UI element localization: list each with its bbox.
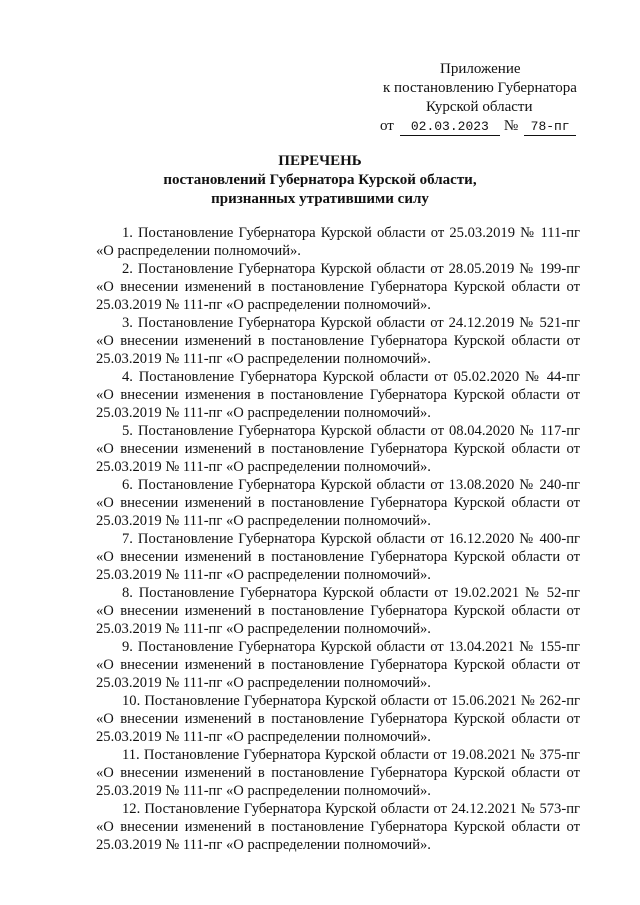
- list-item: 4. Постановление Губернатора Курской области от 05.02.2020 № 44-пг «О внесении изменения в постановление Губернатора Курской области от 25.03.2019 № 111-пг «О распределении полномочий».: [96, 369, 580, 421]
- list-item: 3. Постановление Губернатора Курской области от 24.12.2019 № 521-пг «О внесении изменений в постановление Губернатора Курской области от 25.03.2019 № 111-пг «О распределении полномочий».: [96, 315, 580, 367]
- annex-region: Курской области: [426, 99, 533, 115]
- list-item: 9. Постановление Губернатора Курской области от 13.04.2021 № 155-пг «О внесении изменений в постановление Губернатора Курской области от 25.03.2019 № 111-пг «О распределении полномочий».: [96, 639, 580, 691]
- list-item: 5. Постановление Губернатора Курской области от 08.04.2020 № 117-пг «О внесении изменений в постановление Губернатора Курской области от 25.03.2019 № 111-пг «О распределении полномочий».: [96, 423, 580, 475]
- list-item: 1. Постановление Губернатора Курской области от 25.03.2019 № 111-пг «О распределении полномочий».: [96, 225, 580, 259]
- annex-number-label: №: [503, 118, 519, 134]
- list-item: 7. Постановление Губернатора Курской области от 16.12.2020 № 400-пг «О внесении изменений в постановление Губернатора Курской области от 25.03.2019 № 111-пг «О распределении полномочий».: [96, 531, 580, 583]
- document-subtitle-line1: постановлений Губернатора Курской области,: [163, 172, 477, 188]
- document-subtitle-line2: признанных утратившими силу: [211, 191, 429, 207]
- annex-from-label: от: [380, 118, 394, 134]
- list-item: 12. Постановление Губернатора Курской области от 24.12.2021 № 573-пг «О внесении изменений в постановление Губернатора Курской области от 25.03.2019 № 111-пг «О распределении полномочий».: [96, 801, 580, 853]
- list-item: 8. Постановление Губернатора Курской области от 19.02.2021 № 52-пг «О внесении изменений в постановление Губернатора Курской области от 25.03.2019 № 111-пг «О распределении полномочий».: [96, 585, 580, 637]
- annex-block: [380, 60, 590, 136]
- annex-number: 78-пг: [524, 119, 576, 136]
- annex-title: Приложение: [440, 61, 521, 77]
- annex-date-number: [380, 117, 590, 136]
- annex-reference: к постановлению Губернатора: [383, 80, 577, 96]
- list-item: 10. Постановление Губернатора Курской области от 15.06.2021 № 262-пг «О внесении изменений в постановление Губернатора Курской области от 25.03.2019 № 111-пг «О распределении полномочий».: [96, 693, 580, 745]
- resolution-list: [96, 224, 580, 854]
- list-item: 6. Постановление Губернатора Курской области от 13.08.2020 № 240-пг «О внесении изменений в постановление Губернатора Курской области от 25.03.2019 № 111-пг «О распределении полномочий».: [96, 477, 580, 529]
- document-title: ПЕРЕЧЕНЬ: [278, 153, 362, 169]
- list-item: 11. Постановление Губернатора Курской области от 19.08.2021 № 375-пг «О внесении изменений в постановление Губернатора Курской области от 25.03.2019 № 111-пг «О распределении полномочий».: [96, 747, 580, 799]
- annex-date: 02.03.2023: [400, 119, 500, 136]
- list-item: 2. Постановление Губернатора Курской области от 28.05.2019 № 199-пг «О внесении изменений в постановление Губернатора Курской области от 25.03.2019 № 111-пг «О распределении полномочий».: [96, 261, 580, 313]
